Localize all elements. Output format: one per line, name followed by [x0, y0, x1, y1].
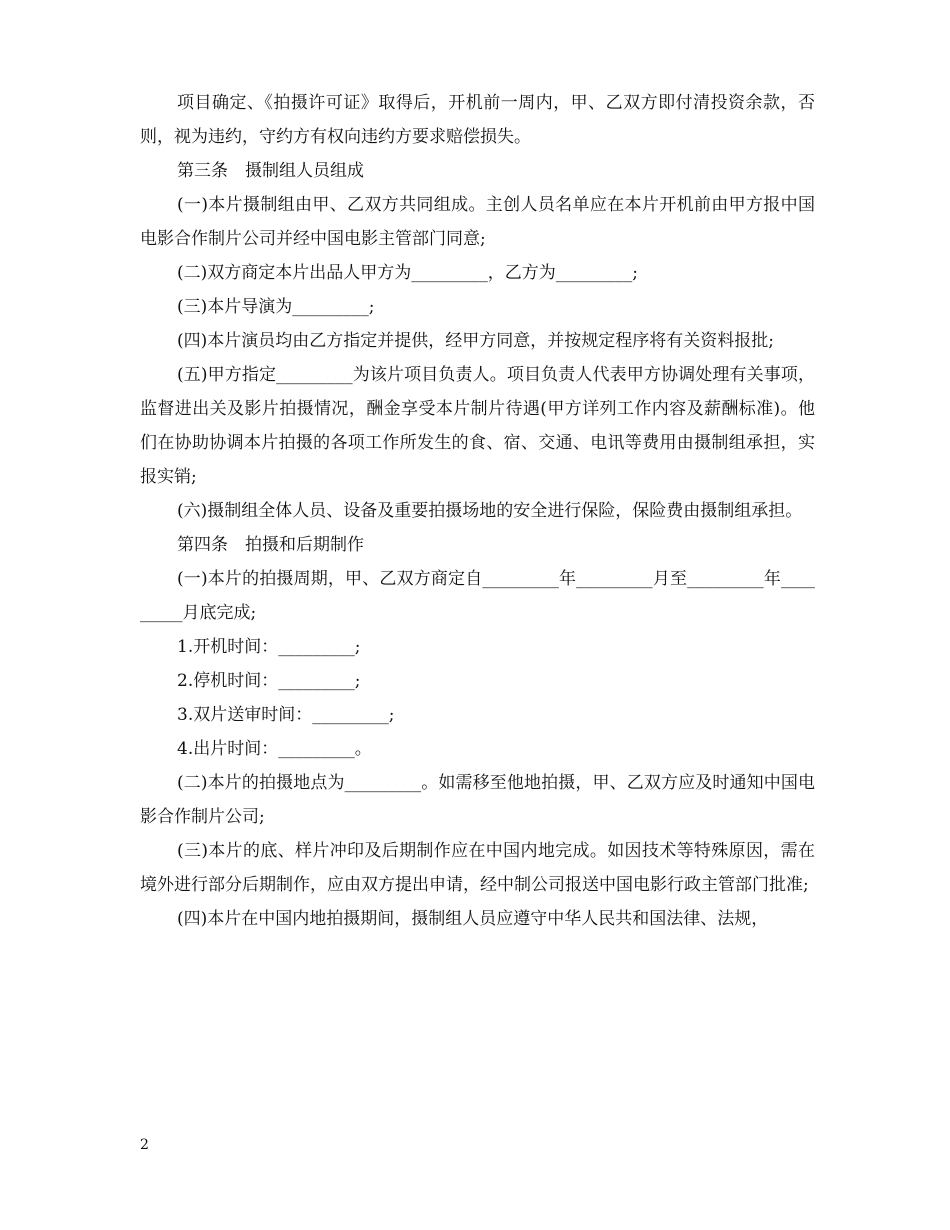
- section-heading: 第四条 拍摄和后期制作: [177, 535, 364, 555]
- section-heading: 第三条 摄制组人员组成: [177, 161, 364, 181]
- paragraph: (五)甲方指定_________为该片项目负责人。项目负责人代表甲方协调处理有关事项，监督进出关及影片拍摄情况，酬金享受本片制片待遇(甲方详列工作内容及薪酬标准)。他们在协助协调本片拍摄的各项工作所发生的食、宿、交通、电讯等费用由摄制组承担，实报实销;: [140, 365, 815, 487]
- paragraph: (一)本片摄制组由甲、乙双方共同组成。主创人员名单应在本片开机前由甲方报中国电影合作制片公司并经中国电影主管部门同意;: [140, 195, 815, 249]
- paragraph: (一)本片的拍摄周期，甲、乙双方商定自_________年_________月至_________年_________月底完成;: [140, 569, 815, 623]
- paragraph: (四)本片在中国内地拍摄期间，摄制组人员应遵守中华人民共和国法律、法规，: [177, 909, 769, 929]
- paragraph: (三)本片的底、样片冲印及后期制作应在中国内地完成。如因技术等特殊原因，需在境外进行部分后期制作，应由双方提出申请，经中制公司报送中国电影行政主管部门批准;: [140, 841, 815, 895]
- paragraph: (二)双方商定本片出品人甲方为_________，乙方为_________;: [177, 263, 638, 283]
- document-body: [140, 86, 815, 936]
- paragraph: (三)本片导演为_________;: [177, 297, 375, 317]
- paragraph: 项目确定、《拍摄许可证》取得后，开机前一周内，甲、乙双方即付清投资余款，否则，视为违约，守约方有权向违约方要求赔偿损失。: [140, 93, 815, 147]
- list-item: 1.开机时间：_________;: [177, 637, 361, 657]
- list-item: 4.出片时间：_________。: [177, 739, 372, 759]
- paragraph: (六)摄制组全体人员、设备及重要拍摄场地的安全进行保险，保险费由摄制组承担。: [177, 501, 803, 521]
- paragraph: (四)本片演员均由乙方指定并提供，经甲方同意，并按规定程序将有关资料报批;: [177, 331, 774, 351]
- list-item: 2.停机时间：_________;: [177, 671, 361, 691]
- list-item: 3.双片送审时间：_________;: [177, 705, 395, 725]
- page-number: 2: [140, 1137, 149, 1153]
- paragraph: (二)本片的拍摄地点为_________。如需移至他地拍摄，甲、乙双方应及时通知中国电影合作制片公司;: [140, 773, 815, 827]
